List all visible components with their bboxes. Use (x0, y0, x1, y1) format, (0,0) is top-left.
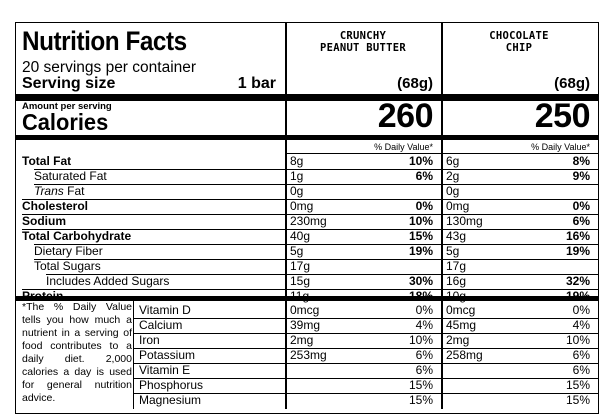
daily-value: 6% (572, 348, 590, 362)
amount-per-serving: Amount per serving (22, 101, 112, 112)
daily-value: 16% (565, 229, 590, 243)
servings-per-container: 20 servings per container (22, 59, 197, 76)
nutrient-amount: 43g (446, 229, 467, 243)
daily-value: 15% (408, 378, 433, 392)
daily-value: 6% (415, 348, 433, 362)
daily-value: 4% (572, 318, 590, 332)
nutrient-row (16, 229, 599, 244)
vitamin-amount: 39mg (290, 318, 321, 332)
nutrient-amount: 0mg (290, 199, 314, 213)
nutrient-name-suffix: Fat (67, 184, 85, 198)
nutrient-amount: 8g (290, 154, 304, 168)
vitamin-row (16, 378, 599, 393)
nutrient-row (16, 244, 599, 259)
thick-divider-top (16, 94, 599, 101)
daily-value-footnote: *The % Daily Value tells you how much a nutrient in a serving of food contributes to a daily diet. 2,000 calories a day is used for general nutrition advice. (22, 301, 132, 404)
daily-value: 0% (572, 199, 590, 213)
daily-value: 6% (572, 363, 590, 377)
nutrient-amount: 40g (290, 229, 311, 243)
vitamin-row (16, 303, 599, 318)
daily-value: 0% (415, 199, 433, 213)
label-title: Nutrition Facts (22, 26, 187, 56)
nutrient-amount: 5g (446, 244, 460, 258)
daily-value: 32% (565, 274, 590, 288)
nutrient-name: Total Sugars (34, 259, 101, 273)
serving-size-value: 1 bar (237, 75, 276, 92)
nutrient-row (16, 274, 599, 289)
nutrient-row (16, 199, 599, 214)
vitamin-amount: 2mg (290, 333, 314, 347)
daily-value: 9% (572, 169, 590, 183)
nutrient-name: Includes Added Sugars (46, 274, 170, 288)
vitamin-row (16, 333, 599, 348)
vitamin-name: Magnesium (139, 393, 202, 407)
calories-label: Calories (22, 109, 109, 135)
nutrient-amount: 17g (446, 259, 467, 273)
daily-value: 10% (408, 333, 433, 347)
nutrient-amount: 15g (290, 274, 311, 288)
daily-value: 30% (408, 274, 433, 288)
nutrient-amount: 6g (446, 154, 460, 168)
product-1-serving-grams: (68g) (397, 75, 433, 92)
vitamin-row (16, 318, 599, 333)
daily-value: 10% (408, 154, 433, 168)
product-2-dv-header: % Daily Value* (531, 142, 590, 152)
vitamin-amount: 258mg (446, 348, 483, 362)
daily-value: 19% (408, 244, 433, 258)
nutrient-row (16, 169, 599, 184)
vitamin-amount: 2mg (446, 333, 470, 347)
vitamin-row (16, 348, 599, 363)
vitamin-amount: 45mg (446, 318, 477, 332)
nutrient-amount: 16g (446, 274, 467, 288)
nutrient-row (16, 184, 599, 199)
nutrient-amount: 0g (446, 184, 460, 198)
product-2-calories: 250 (534, 97, 590, 135)
daily-value: 6% (415, 363, 433, 377)
nutrient-amount: 0g (290, 184, 304, 198)
nutrient-name: Cholesterol (22, 199, 89, 213)
nutrient-amount: 0mg (446, 199, 470, 213)
nutrient-name: Saturated Fat (34, 169, 107, 183)
product-name-chocolate-chip: CHOCOLATE CHIP (489, 30, 549, 54)
cropped-bottom-text (16, 409, 599, 414)
product-1-calories: 260 (377, 97, 433, 135)
daily-value: 15% (565, 393, 590, 407)
nutrient-amount: 17g (290, 259, 311, 273)
vitamin-amount: 0mcg (446, 303, 476, 317)
product-name-peanut-butter: CRUNCHY PEANUT BUTTER (319, 30, 407, 54)
daily-value: 15% (408, 393, 433, 407)
vitamin-amount: 253mg (290, 348, 327, 362)
daily-value: 0% (415, 303, 433, 317)
nutrient-amount: 1g (290, 169, 304, 183)
vitamin-row (16, 363, 599, 378)
nutrient-amount: 230mg (290, 214, 327, 228)
nutrient-name: Sodium (22, 214, 66, 228)
nutrient-amount: 130mg (446, 214, 483, 228)
nutrient-amount: 5g (290, 244, 304, 258)
vitamin-row (16, 393, 599, 408)
daily-value: 6% (415, 169, 433, 183)
nutrient-row (16, 214, 599, 229)
nutrient-name: Total Fat (22, 154, 72, 168)
nutrient-row (16, 154, 599, 169)
nutrient-amount: 2g (446, 169, 460, 183)
vitamin-name: Calcium (139, 318, 183, 332)
nutrient-name-italic: Trans (34, 184, 64, 198)
daily-value: 10% (408, 214, 433, 228)
vitamin-name: Iron (139, 333, 160, 347)
daily-value: 0% (572, 303, 590, 317)
daily-value: 4% (415, 318, 433, 332)
vitamin-name: Potassium (139, 348, 196, 362)
nutrient-name: Total Carbohydrate (22, 229, 132, 243)
product-1-dv-header: % Daily Value* (374, 142, 433, 152)
daily-value: 8% (572, 154, 590, 168)
nutrient-name: Dietary Fiber (34, 244, 103, 258)
vitamin-name: Vitamin E (139, 363, 191, 377)
nutrition-facts-label (15, 22, 599, 414)
daily-value: 15% (408, 229, 433, 243)
vitamin-name: Vitamin D (139, 303, 191, 317)
vitamin-amount: 0mcg (290, 303, 320, 317)
daily-value: 6% (572, 214, 590, 228)
vitamin-name: Phosphorus (139, 378, 204, 392)
nutrient-row (16, 259, 599, 274)
daily-value: 15% (565, 378, 590, 392)
daily-value: 10% (565, 333, 590, 347)
thick-divider-calories (16, 135, 599, 140)
serving-size-label: Serving size (22, 75, 116, 92)
product-2-serving-grams: (68g) (554, 75, 590, 92)
nutrient-name (34, 184, 84, 199)
daily-value: 19% (565, 244, 590, 258)
